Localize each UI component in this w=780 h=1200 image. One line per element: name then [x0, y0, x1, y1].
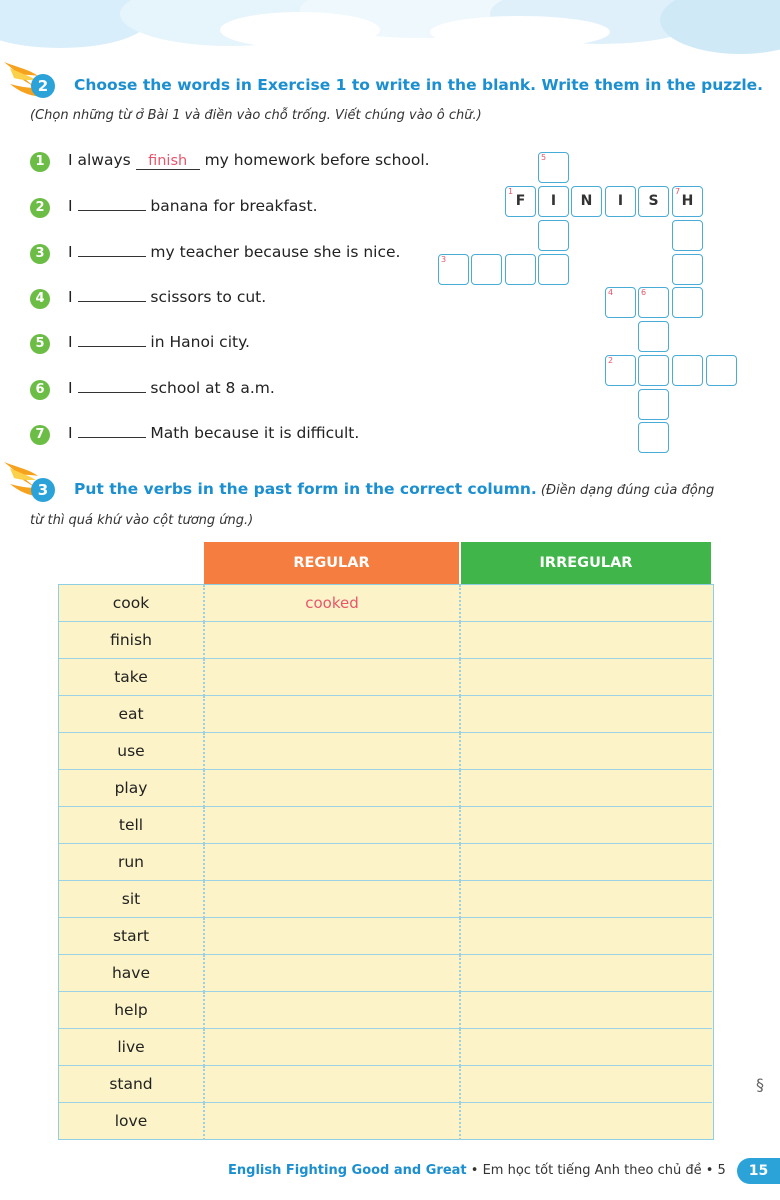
table-row [59, 992, 712, 1029]
table-row [59, 881, 712, 918]
regular-cell[interactable] [205, 622, 461, 659]
table-row [59, 733, 712, 770]
item-number: 7 [30, 425, 50, 445]
footer-brand: English Fighting Good and Great [228, 1163, 467, 1178]
table-row [59, 807, 712, 844]
item-number: 3 [30, 244, 50, 264]
sentence-text: banana for breakfast. [145, 197, 318, 215]
answer-blank[interactable] [78, 256, 146, 257]
puzzle-cell[interactable] [538, 254, 569, 285]
column-header-regular: REGULAR [204, 542, 459, 584]
table-row [59, 844, 712, 881]
regular-cell[interactable] [205, 659, 461, 696]
irregular-cell[interactable] [461, 955, 712, 992]
regular-cell[interactable] [205, 733, 461, 770]
sentence-text: I [68, 424, 78, 442]
sentence-text: I [68, 333, 78, 351]
puzzle-cell[interactable] [638, 321, 669, 352]
puzzle-cell[interactable] [605, 287, 636, 318]
irregular-cell[interactable] [461, 585, 712, 622]
verb-cell: help [59, 992, 205, 1029]
puzzle-cell[interactable] [538, 220, 569, 251]
page-number: 15 [737, 1158, 780, 1184]
clue-number: 7 [675, 187, 681, 196]
verb-cell: love [59, 1103, 205, 1140]
clue-number: 1 [508, 187, 514, 196]
answer-blank[interactable]: finish [136, 153, 200, 170]
sentence-text: Math because it is difficult. [145, 424, 360, 442]
exercise-2-subtitle: (Chọn những từ ở Bài 1 và điền vào chỗ trống. Viết chúng vào ô chữ.) [30, 108, 482, 123]
puzzle-cell[interactable] [638, 355, 669, 386]
puzzle-cell[interactable] [672, 355, 703, 386]
puzzle-cell[interactable] [706, 355, 737, 386]
regular-cell[interactable] [205, 881, 461, 918]
irregular-cell[interactable] [461, 1103, 712, 1140]
irregular-cell[interactable] [461, 992, 712, 1029]
puzzle-letter: S [648, 193, 659, 209]
puzzle-letter: N [580, 193, 593, 209]
sentence-2 [68, 197, 318, 215]
puzzle-letter: F [515, 193, 526, 209]
regular-cell[interactable] [205, 1029, 461, 1066]
puzzle-cell[interactable] [638, 422, 669, 453]
item-number: 6 [30, 380, 50, 400]
sentence-text: I [68, 288, 78, 306]
irregular-cell[interactable] [461, 733, 712, 770]
sentence-text: school at 8 a.m. [145, 379, 275, 397]
verb-cell: run [59, 844, 205, 881]
irregular-cell[interactable] [461, 918, 712, 955]
irregular-cell[interactable] [461, 1029, 712, 1066]
verb-cell: eat [59, 696, 205, 733]
exercise-3-subtitle-cont: từ thì quá khứ vào cột tương ứng.) [30, 513, 254, 528]
verb-cell: take [59, 659, 205, 696]
sentence-text: I always [68, 151, 136, 169]
page-footer [228, 1163, 726, 1178]
answer-blank[interactable] [78, 437, 146, 438]
exercise-2-title: Choose the words in Exercise 1 to write in the blank. Write them in the puzzle. [74, 76, 764, 94]
table-body [58, 584, 714, 1140]
exercise-3-number: 3 [31, 478, 55, 502]
exercise-3-subtitle: (Điền dạng đúng của động [536, 483, 715, 498]
clue-number: 5 [541, 153, 547, 162]
regular-cell[interactable]: cooked [205, 585, 461, 622]
sentence-5 [68, 333, 250, 351]
footer-series: • Em học tốt tiếng Anh theo chủ đề • 5 [466, 1163, 726, 1178]
item-number: 5 [30, 334, 50, 354]
puzzle-cell[interactable] [438, 254, 469, 285]
table-row [59, 1066, 712, 1103]
answer-blank[interactable] [78, 346, 146, 347]
column-header-irregular: IRREGULAR [461, 542, 711, 584]
irregular-cell[interactable] [461, 881, 712, 918]
verb-cell: start [59, 918, 205, 955]
sentence-4 [68, 288, 266, 306]
verb-cell: live [59, 1029, 205, 1066]
answer-blank[interactable] [78, 392, 146, 393]
irregular-cell[interactable] [461, 1066, 712, 1103]
item-number: 2 [30, 198, 50, 218]
puzzle-letter: I [550, 193, 557, 209]
puzzle-cell[interactable] [505, 186, 536, 217]
table-row [59, 1103, 712, 1140]
sentence-6 [68, 379, 275, 397]
puzzle-cell[interactable] [538, 186, 569, 217]
puzzle-cell[interactable] [505, 254, 536, 285]
table-row [59, 1029, 712, 1066]
clue-number: 4 [608, 288, 614, 297]
verb-cell: cook [59, 585, 205, 622]
item-number: 4 [30, 289, 50, 309]
table-row [59, 770, 712, 807]
verb-cell: play [59, 770, 205, 807]
verb-cell: have [59, 955, 205, 992]
verb-cell: stand [59, 1066, 205, 1103]
irregular-cell[interactable] [461, 844, 712, 881]
puzzle-cell[interactable] [672, 220, 703, 251]
puzzle-cell[interactable] [471, 254, 502, 285]
doodle-mark: § [756, 1075, 764, 1094]
answer-blank[interactable] [78, 210, 146, 211]
puzzle-cell[interactable] [605, 186, 636, 217]
regular-cell[interactable] [205, 955, 461, 992]
table-row [59, 659, 712, 696]
sentence-text: I [68, 197, 78, 215]
sentence-text: in Hanoi city. [145, 333, 250, 351]
verb-cell: use [59, 733, 205, 770]
table-row [59, 622, 712, 659]
clue-number: 2 [608, 356, 614, 365]
table-row [59, 696, 712, 733]
regular-cell[interactable] [205, 1103, 461, 1140]
item-number: 1 [30, 152, 50, 172]
verb-cell: tell [59, 807, 205, 844]
regular-cell[interactable] [205, 696, 461, 733]
sentence-text: my teacher because she is nice. [145, 243, 401, 261]
puzzle-cell[interactable] [672, 186, 703, 217]
puzzle-cell[interactable] [638, 287, 669, 318]
exercise-3-title [74, 480, 714, 498]
exercise-3-title-text: Put the verbs in the past form in the correct column. [74, 480, 537, 498]
regular-cell[interactable] [205, 1066, 461, 1103]
irregular-cell[interactable] [461, 622, 712, 659]
past-form-table [58, 542, 714, 1142]
irregular-cell[interactable] [461, 770, 712, 807]
sentence-text: my homework before school. [199, 151, 430, 169]
verb-cell: finish [59, 622, 205, 659]
sentence-text: scissors to cut. [145, 288, 267, 306]
table-row [59, 918, 712, 955]
sentence-text: I [68, 243, 78, 261]
clue-number: 3 [441, 255, 447, 264]
sentence-7 [68, 424, 359, 442]
regular-cell[interactable] [205, 770, 461, 807]
clue-number: 6 [641, 288, 647, 297]
puzzle-cell[interactable] [672, 254, 703, 285]
puzzle-letter: I [617, 193, 624, 209]
regular-cell[interactable] [205, 807, 461, 844]
exercise-2-number: 2 [31, 74, 55, 98]
answer-blank[interactable] [78, 301, 146, 302]
table-row [59, 585, 712, 622]
verb-cell: sit [59, 881, 205, 918]
puzzle-cell[interactable] [605, 355, 636, 386]
sentence-3 [68, 243, 400, 261]
puzzle-cell[interactable] [638, 186, 669, 217]
puzzle-cell[interactable] [571, 186, 602, 217]
puzzle-cell[interactable] [538, 152, 569, 183]
irregular-cell[interactable] [461, 807, 712, 844]
sentence-1 [68, 151, 430, 170]
puzzle-cell[interactable] [672, 287, 703, 318]
regular-cell[interactable] [205, 918, 461, 955]
regular-cell[interactable] [205, 844, 461, 881]
regular-cell[interactable] [205, 992, 461, 1029]
puzzle-letter: H [681, 193, 694, 209]
cloud-banner [0, 0, 780, 60]
irregular-cell[interactable] [461, 696, 712, 733]
table-row [59, 955, 712, 992]
puzzle-cell[interactable] [638, 389, 669, 420]
sentence-text: I [68, 379, 78, 397]
irregular-cell[interactable] [461, 659, 712, 696]
